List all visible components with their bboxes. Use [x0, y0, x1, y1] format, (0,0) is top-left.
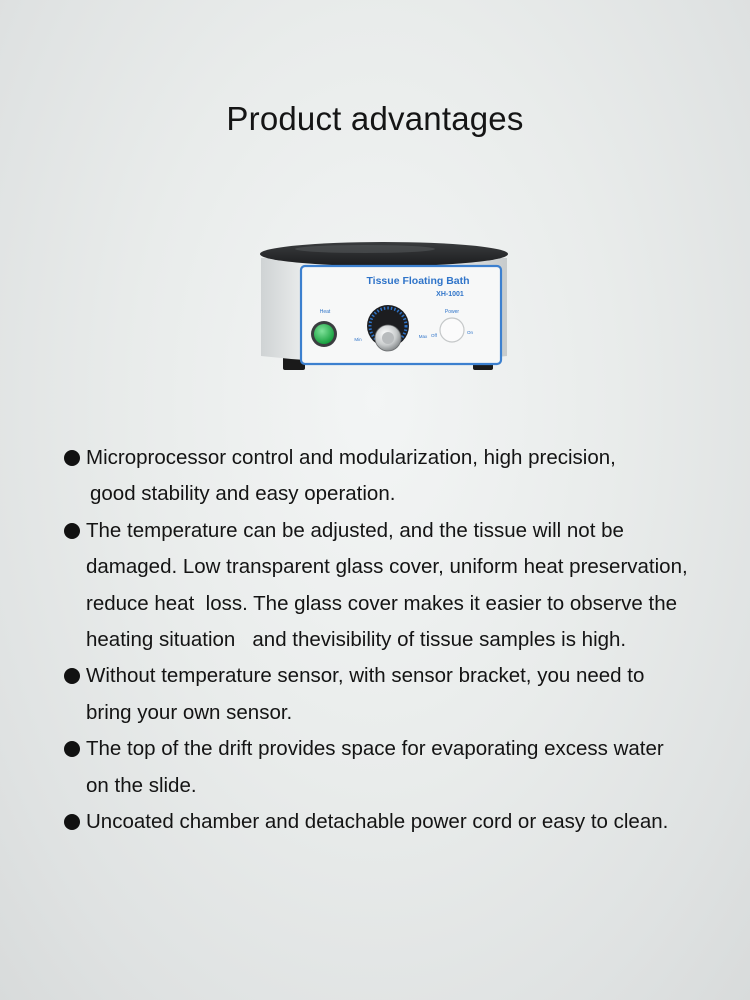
heat-label: Heat — [319, 309, 331, 315]
page-title: Product advantages — [226, 100, 524, 137]
heat-button[interactable] — [314, 324, 334, 344]
advantage-item — [62, 658, 732, 731]
advantage-line: reduce heat loss. The glass cover makes it easier to observe the — [86, 591, 678, 615]
advantage-item — [62, 731, 732, 804]
bath-lid-highlight — [295, 245, 435, 253]
advantage-line: Without temperature sensor, with sensor bracket, you need to — [86, 664, 645, 688]
advantage-line: Microprocessor control and modularization, high precision, — [86, 446, 616, 469]
bullet-icon — [64, 741, 80, 757]
label-product-name: Tissue Floating Bath — [366, 275, 470, 287]
advantages-list — [62, 440, 732, 840]
bullet-icon — [64, 814, 80, 830]
product-image — [255, 238, 515, 374]
label-model: XH-1001 — [436, 291, 464, 298]
advantage-line: The temperature can be adjusted, and the tissue will not be — [86, 518, 624, 542]
advantage-line: damaged. Low transparent glass cover, uniform heat preservation, — [86, 555, 688, 579]
advantage-line: Uncoated chamber and detachable power cord or easy to clean. — [86, 810, 669, 834]
advantage-line: good stability and easy operation. — [90, 482, 396, 506]
switch-on-label: On — [466, 330, 474, 335]
switch-off-label: Off — [431, 333, 437, 338]
knob-center — [382, 332, 394, 344]
bullet-icon — [64, 450, 80, 466]
advantage-line: heating situation and thevisibility of tissue samples is high. — [86, 628, 627, 652]
advantage-item — [62, 440, 732, 513]
power-switch[interactable] — [440, 318, 464, 342]
dial-max-label: Max — [418, 334, 428, 339]
advantage-line: bring your own sensor. — [86, 700, 293, 724]
advantage-item — [62, 804, 732, 840]
power-label: Power — [444, 309, 460, 315]
advantage-item — [62, 513, 732, 659]
dial-min-label: Min — [354, 337, 362, 342]
bullet-icon — [64, 668, 80, 684]
bullet-icon — [64, 523, 80, 539]
advantage-line: The top of the drift provides space for evaporating excess water — [86, 737, 664, 761]
advantage-line: on the slide. — [86, 773, 197, 797]
